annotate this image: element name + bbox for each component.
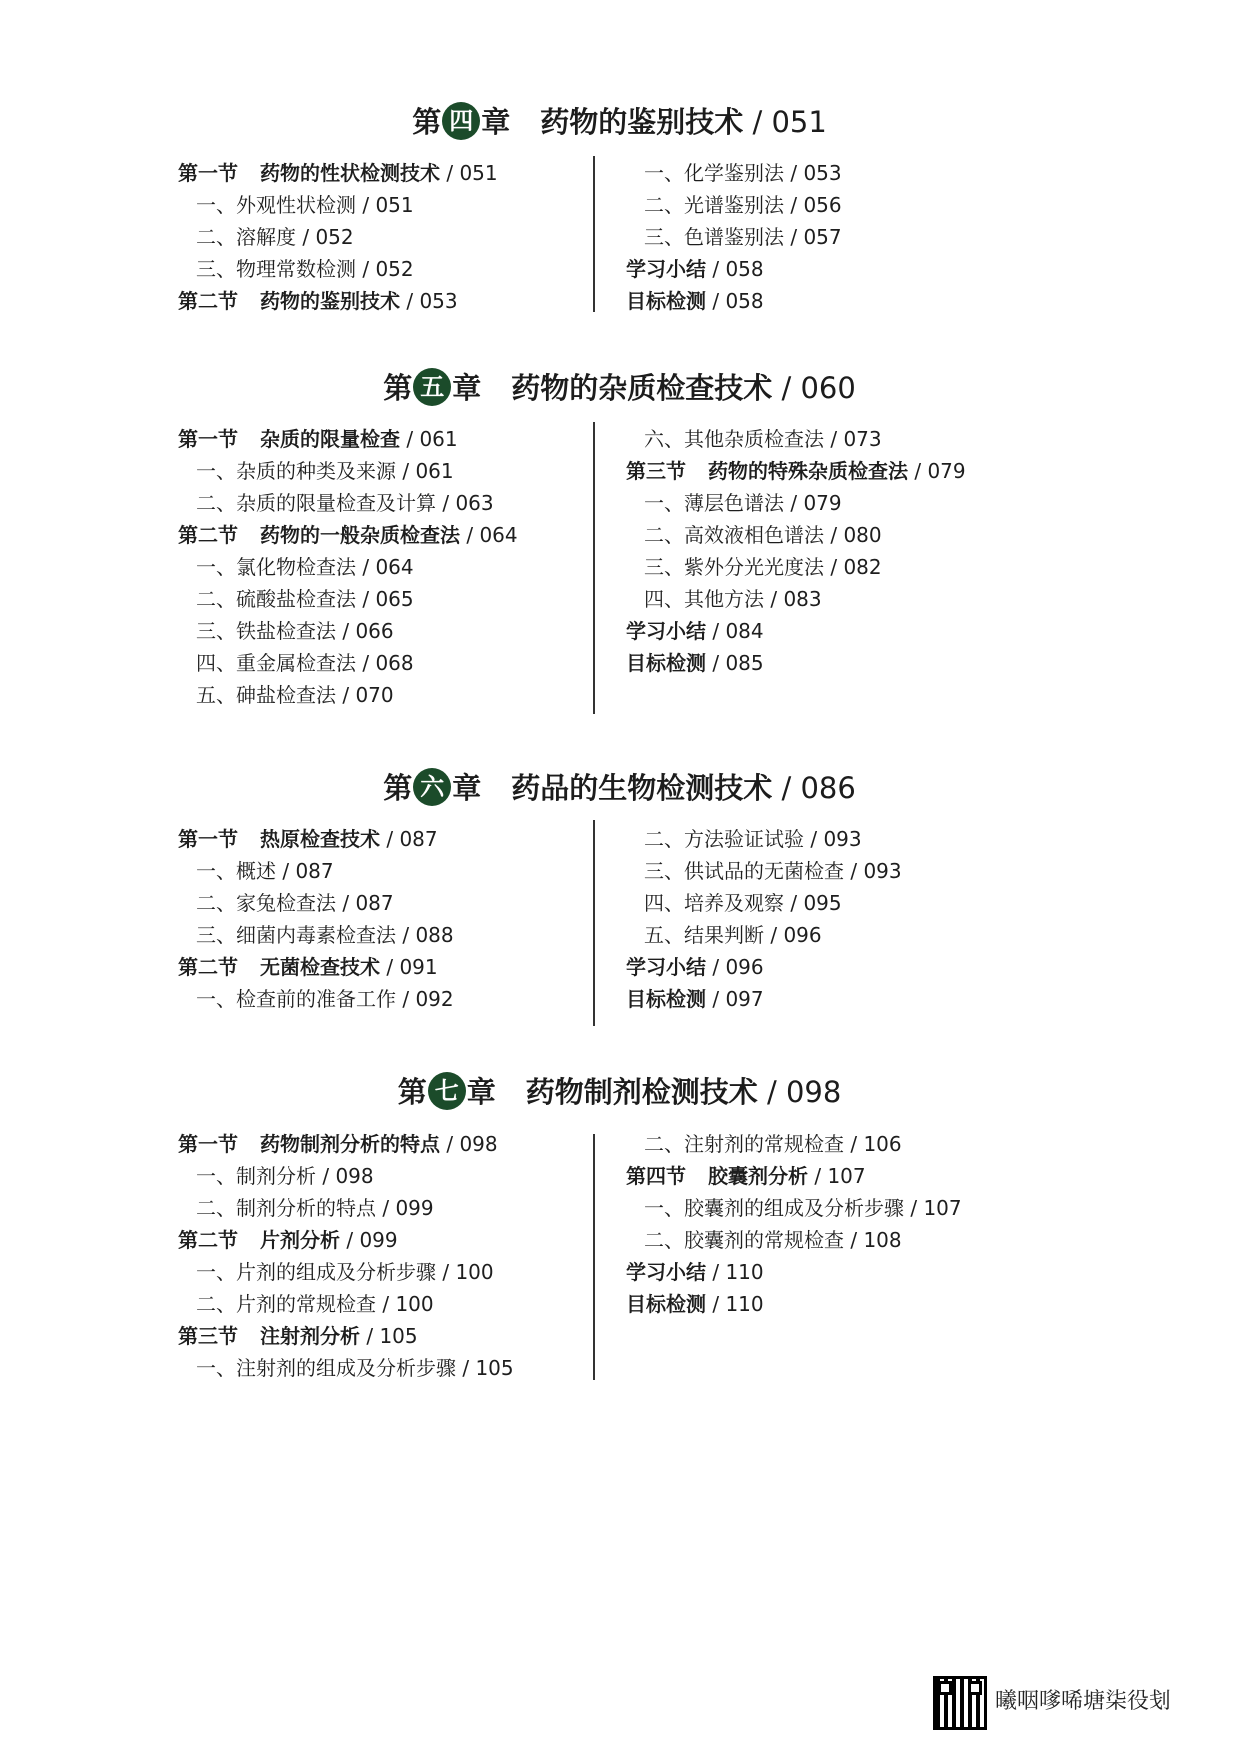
page-number: 088 bbox=[415, 923, 454, 947]
page-number: 092 bbox=[415, 987, 454, 1011]
section-label: 第二节 bbox=[178, 523, 238, 547]
entry-text: 二、制剂分析的特点 bbox=[196, 1196, 376, 1220]
page-number: 051 bbox=[459, 161, 498, 185]
toc-item-right[interactable]: 五、结果判断 / 096 bbox=[644, 923, 822, 947]
entry-text: 二、高效液相色谱法 bbox=[644, 523, 824, 547]
toc-item-right[interactable]: 二、方法验证试验 / 093 bbox=[644, 827, 862, 851]
page-number: 097 bbox=[725, 987, 764, 1011]
chapter-title[interactable]: 第 七 章 药物制剂检测技术 / 098 bbox=[0, 1070, 1239, 1111]
toc-item-left[interactable]: 五、砷盐检查法 / 070 bbox=[196, 683, 394, 707]
page-number: 073 bbox=[843, 427, 882, 451]
section-label: 第一节 bbox=[178, 1132, 238, 1156]
entry-text: 一、片剂的组成及分析步骤 bbox=[196, 1260, 436, 1284]
column-divider bbox=[593, 820, 595, 1026]
page-number: 058 bbox=[725, 257, 764, 281]
toc-item-left[interactable]: 一、制剂分析 / 098 bbox=[196, 1164, 374, 1188]
toc-section-left[interactable]: 第一节 杂质的限量检查 / 061 bbox=[178, 427, 458, 451]
page-number: 108 bbox=[863, 1228, 902, 1252]
toc-summary-right[interactable]: 学习小结 / 058 bbox=[626, 257, 764, 281]
toc-item-right[interactable]: 一、胶囊剂的组成及分析步骤 / 107 bbox=[644, 1196, 962, 1220]
page-number: 061 bbox=[419, 427, 458, 451]
entry-text: 药物的性状检测技术 bbox=[260, 161, 440, 185]
column-divider bbox=[593, 156, 595, 312]
entry-text: 药物制剂分析的特点 bbox=[260, 1132, 440, 1156]
toc-summary-right[interactable]: 学习小结 / 084 bbox=[626, 619, 764, 643]
toc-section-left[interactable]: 第三节 注射剂分析 / 105 bbox=[178, 1324, 418, 1348]
entry-text: 目标检测 bbox=[626, 289, 706, 313]
page-number: 083 bbox=[783, 587, 822, 611]
toc-summary-right[interactable]: 学习小结 / 096 bbox=[626, 955, 764, 979]
entry-text: 一、外观性状检测 bbox=[196, 193, 356, 217]
page-number: 061 bbox=[415, 459, 454, 483]
toc-item-right[interactable]: 一、薄层色谱法 / 079 bbox=[644, 491, 842, 515]
section-label: 第一节 bbox=[178, 827, 238, 851]
section-label: 第四节 bbox=[626, 1164, 686, 1188]
chapter-title-text: 药物的鉴别技术 bbox=[540, 105, 744, 139]
entry-text: 六、其他杂质检查法 bbox=[644, 427, 824, 451]
page-number: 110 bbox=[725, 1260, 764, 1284]
toc-section-left[interactable]: 第一节 药物制剂分析的特点 / 098 bbox=[178, 1132, 498, 1156]
entry-text: 一、氯化物检查法 bbox=[196, 555, 356, 579]
entry-text: 一、注射剂的组成及分析步骤 bbox=[196, 1356, 456, 1380]
entry-text: 热原检查技术 bbox=[260, 827, 380, 851]
toc-section-left[interactable]: 第二节 药物的一般杂质检查法 / 064 bbox=[178, 523, 518, 547]
chapter-prefix: 第 bbox=[397, 1075, 427, 1109]
entry-text: 二、光谱鉴别法 bbox=[644, 193, 784, 217]
page-number: 087 bbox=[295, 859, 334, 883]
entry-text: 杂质的限量检查 bbox=[260, 427, 400, 451]
page-number: 064 bbox=[375, 555, 414, 579]
watermark: 曦咽嗲唏塘柒役刬 bbox=[995, 1689, 1172, 1714]
page-number: 105 bbox=[475, 1356, 514, 1380]
toc-item-left[interactable]: 三、铁盐检查法 / 066 bbox=[196, 619, 394, 643]
toc-item-left[interactable]: 三、细菌内毒素检查法 / 088 bbox=[196, 923, 454, 947]
chapter-suffix: 章 bbox=[452, 371, 482, 405]
toc-item-right[interactable]: 六、其他杂质检查法 / 073 bbox=[644, 427, 882, 451]
toc-item-left[interactable]: 一、注射剂的组成及分析步骤 / 105 bbox=[196, 1356, 514, 1380]
page-number: 100 bbox=[455, 1260, 494, 1284]
toc-item-left[interactable]: 一、外观性状检测 / 051 bbox=[196, 193, 414, 217]
page-number: 095 bbox=[803, 891, 842, 915]
entry-text: 学习小结 bbox=[626, 257, 706, 281]
toc-section-left[interactable]: 第一节 热原检查技术 / 087 bbox=[178, 827, 438, 851]
toc-item-left[interactable]: 三、物理常数检测 / 052 bbox=[196, 257, 414, 281]
page-number: 084 bbox=[725, 619, 764, 643]
toc-item-left[interactable]: 二、家兔检查法 / 087 bbox=[196, 891, 394, 915]
entry-text: 一、薄层色谱法 bbox=[644, 491, 784, 515]
chapter-number-badge: 五 bbox=[413, 368, 451, 406]
entry-text: 二、硫酸盐检查法 bbox=[196, 587, 356, 611]
chapter-title[interactable]: 第 六 章 药品的生物检测技术 / 086 bbox=[0, 766, 1239, 807]
toc-item-right[interactable]: 二、高效液相色谱法 / 080 bbox=[644, 523, 882, 547]
entry-text: 二、家兔检查法 bbox=[196, 891, 336, 915]
entry-text: 二、片剂的常规检查 bbox=[196, 1292, 376, 1316]
page-number: 106 bbox=[863, 1132, 902, 1156]
chapter-title[interactable]: 第 四 章 药物的鉴别技术 / 051 bbox=[0, 100, 1239, 141]
toc-section-right[interactable]: 第三节 药物的特殊杂质检查法 / 079 bbox=[626, 459, 966, 483]
toc-section-left[interactable]: 第二节 片剂分析 / 099 bbox=[178, 1228, 398, 1252]
entry-text: 一、胶囊剂的组成及分析步骤 bbox=[644, 1196, 904, 1220]
entry-text: 三、紫外分光光度法 bbox=[644, 555, 824, 579]
page-number: 057 bbox=[803, 225, 842, 249]
toc-item-right[interactable]: 一、化学鉴别法 / 053 bbox=[644, 161, 842, 185]
page-number: 056 bbox=[803, 193, 842, 217]
toc-item-right[interactable]: 三、色谱鉴别法 / 057 bbox=[644, 225, 842, 249]
page-number: 065 bbox=[375, 587, 414, 611]
page-number: 064 bbox=[479, 523, 518, 547]
page-number: 093 bbox=[863, 859, 902, 883]
entry-text: 五、砷盐检查法 bbox=[196, 683, 336, 707]
page-number: 087 bbox=[355, 891, 394, 915]
chapter-title[interactable]: 第 五 章 药物的杂质检查技术 / 060 bbox=[0, 366, 1239, 407]
toc-item-left[interactable]: 二、杂质的限量检查及计算 / 063 bbox=[196, 491, 494, 515]
column-divider bbox=[593, 1134, 595, 1380]
page-number: 105 bbox=[379, 1324, 418, 1348]
column-divider bbox=[593, 422, 595, 714]
toc-item-left[interactable]: 四、重金属检查法 / 068 bbox=[196, 651, 414, 675]
page-number: 096 bbox=[783, 923, 822, 947]
toc-item-right[interactable]: 二、光谱鉴别法 / 056 bbox=[644, 193, 842, 217]
page-number: 098 bbox=[335, 1164, 374, 1188]
page-number: 099 bbox=[359, 1228, 398, 1252]
toc-summary-right[interactable]: 学习小结 / 110 bbox=[626, 1260, 764, 1284]
entry-text: 四、重金属检查法 bbox=[196, 651, 356, 675]
page-number: 079 bbox=[803, 491, 842, 515]
entry-text: 药物的特殊杂质检查法 bbox=[708, 459, 908, 483]
entry-text: 注射剂分析 bbox=[260, 1324, 360, 1348]
entry-text: 三、铁盐检查法 bbox=[196, 619, 336, 643]
entry-text: 三、细菌内毒素检查法 bbox=[196, 923, 396, 947]
chapter-suffix: 章 bbox=[466, 1075, 496, 1109]
section-label: 第二节 bbox=[178, 955, 238, 979]
chapter-title-text: 药物制剂检测技术 bbox=[525, 1075, 758, 1109]
page-number: 093 bbox=[823, 827, 862, 851]
entry-text: 目标检测 bbox=[626, 1292, 706, 1316]
page-number: 087 bbox=[399, 827, 438, 851]
entry-text: 三、物理常数检测 bbox=[196, 257, 356, 281]
toc-summary-right[interactable]: 目标检测 / 085 bbox=[626, 651, 764, 675]
entry-text: 五、结果判断 bbox=[644, 923, 764, 947]
page-number: 051 bbox=[375, 193, 414, 217]
entry-text: 一、概述 bbox=[196, 859, 276, 883]
page-number: 098 bbox=[459, 1132, 498, 1156]
toc-item-left[interactable]: 二、制剂分析的特点 / 099 bbox=[196, 1196, 434, 1220]
toc-item-right[interactable]: 三、供试品的无菌检查 / 093 bbox=[644, 859, 902, 883]
entry-text: 三、供试品的无菌检查 bbox=[644, 859, 844, 883]
section-label: 第三节 bbox=[178, 1324, 238, 1348]
entry-text: 一、化学鉴别法 bbox=[644, 161, 784, 185]
chapter-page-number: 098 bbox=[785, 1075, 842, 1109]
section-label: 第一节 bbox=[178, 427, 238, 451]
chapter-title-text: 药物的杂质检查技术 bbox=[511, 371, 773, 405]
toc-summary-right[interactable]: 目标检测 / 058 bbox=[626, 289, 764, 313]
chapter-prefix: 第 bbox=[383, 771, 413, 805]
entry-text: 无菌检查技术 bbox=[260, 955, 380, 979]
entry-text: 药物的一般杂质检查法 bbox=[260, 523, 460, 547]
page-number: 096 bbox=[725, 955, 764, 979]
page-number: 068 bbox=[375, 651, 414, 675]
toc-item-left[interactable]: 一、片剂的组成及分析步骤 / 100 bbox=[196, 1260, 494, 1284]
entry-text: 学习小结 bbox=[626, 955, 706, 979]
entry-text: 一、杂质的种类及来源 bbox=[196, 459, 396, 483]
entry-text: 二、溶解度 bbox=[196, 225, 296, 249]
section-label: 第一节 bbox=[178, 161, 238, 185]
entry-text: 一、检查前的准备工作 bbox=[196, 987, 396, 1011]
chapter-page-number: 060 bbox=[800, 371, 856, 405]
page-number: 082 bbox=[843, 555, 882, 579]
chapter-title-text: 药品的生物检测技术 bbox=[511, 771, 773, 805]
toc-item-right[interactable]: 二、胶囊剂的常规检查 / 108 bbox=[644, 1228, 902, 1252]
toc-item-left[interactable]: 一、概述 / 087 bbox=[196, 859, 334, 883]
entry-text: 二、注射剂的常规检查 bbox=[644, 1132, 844, 1156]
page-number: 099 bbox=[395, 1196, 434, 1220]
toc-item-left[interactable]: 二、溶解度 / 052 bbox=[196, 225, 354, 249]
page-number: 079 bbox=[927, 459, 966, 483]
page-number: 066 bbox=[355, 619, 394, 643]
page-number: 110 bbox=[725, 1292, 764, 1316]
toc-item-right[interactable]: 四、其他方法 / 083 bbox=[644, 587, 822, 611]
page-number: 053 bbox=[803, 161, 842, 185]
chapter-page-number: 086 bbox=[800, 771, 856, 805]
chapter-number-badge: 四 bbox=[442, 102, 480, 140]
chapter-prefix: 第 bbox=[412, 105, 442, 139]
page-number: 080 bbox=[843, 523, 882, 547]
page-number: 052 bbox=[375, 257, 414, 281]
toc-item-right[interactable]: 四、培养及观察 / 095 bbox=[644, 891, 842, 915]
toc-item-right[interactable]: 三、紫外分光光度法 / 082 bbox=[644, 555, 882, 579]
toc-item-left[interactable]: 二、硫酸盐检查法 / 065 bbox=[196, 587, 414, 611]
page-number: 091 bbox=[399, 955, 438, 979]
entry-text: 学习小结 bbox=[626, 619, 706, 643]
entry-text: 学习小结 bbox=[626, 1260, 706, 1284]
page-number: 052 bbox=[315, 225, 354, 249]
entry-text: 目标检测 bbox=[626, 987, 706, 1011]
page-number: 063 bbox=[455, 491, 494, 515]
page-number: 107 bbox=[827, 1164, 866, 1188]
toc-section-right[interactable]: 第四节 胶囊剂分析 / 107 bbox=[626, 1164, 866, 1188]
toc-item-left[interactable]: 一、检查前的准备工作 / 092 bbox=[196, 987, 454, 1011]
toc-summary-right[interactable]: 目标检测 / 097 bbox=[626, 987, 764, 1011]
entry-text: 胶囊剂分析 bbox=[708, 1164, 808, 1188]
page-number: 058 bbox=[725, 289, 764, 313]
entry-text: 片剂分析 bbox=[260, 1228, 340, 1252]
entry-text: 目标检测 bbox=[626, 651, 706, 675]
entry-text: 药物的鉴别技术 bbox=[260, 289, 400, 313]
entry-text: 一、制剂分析 bbox=[196, 1164, 316, 1188]
entry-text: 四、其他方法 bbox=[644, 587, 764, 611]
toc-item-right[interactable]: 二、注射剂的常规检查 / 106 bbox=[644, 1132, 902, 1156]
toc-section-left[interactable]: 第一节 药物的性状检测技术 / 051 bbox=[178, 161, 498, 185]
entry-text: 二、方法验证试验 bbox=[644, 827, 804, 851]
toc-section-left[interactable]: 第二节 无菌检查技术 / 091 bbox=[178, 955, 438, 979]
page-number: 107 bbox=[923, 1196, 962, 1220]
page-number: 100 bbox=[395, 1292, 434, 1316]
toc-section-left[interactable]: 第二节 药物的鉴别技术 / 053 bbox=[178, 289, 458, 313]
toc-item-left[interactable]: 一、氯化物检查法 / 064 bbox=[196, 555, 414, 579]
chapter-suffix: 章 bbox=[452, 771, 482, 805]
chapter-suffix: 章 bbox=[481, 105, 511, 139]
chapter-number-badge: 六 bbox=[413, 768, 451, 806]
entry-text: 二、杂质的限量检查及计算 bbox=[196, 491, 436, 515]
section-label: 第二节 bbox=[178, 289, 238, 313]
chapter-prefix: 第 bbox=[383, 371, 413, 405]
page-number: 085 bbox=[725, 651, 764, 675]
section-label: 第二节 bbox=[178, 1228, 238, 1252]
entry-text: 三、色谱鉴别法 bbox=[644, 225, 784, 249]
entry-text: 二、胶囊剂的常规检查 bbox=[644, 1228, 844, 1252]
page-number: 070 bbox=[355, 683, 394, 707]
toc-item-left[interactable]: 二、片剂的常规检查 / 100 bbox=[196, 1292, 434, 1316]
chapter-number-badge: 七 bbox=[428, 1072, 466, 1110]
chapter-page-number: 051 bbox=[771, 105, 827, 139]
qr-code-icon bbox=[933, 1676, 987, 1730]
toc-item-left[interactable]: 一、杂质的种类及来源 / 061 bbox=[196, 459, 454, 483]
page-number: 053 bbox=[419, 289, 458, 313]
entry-text: 四、培养及观察 bbox=[644, 891, 784, 915]
toc-summary-right[interactable]: 目标检测 / 110 bbox=[626, 1292, 764, 1316]
section-label: 第三节 bbox=[626, 459, 686, 483]
